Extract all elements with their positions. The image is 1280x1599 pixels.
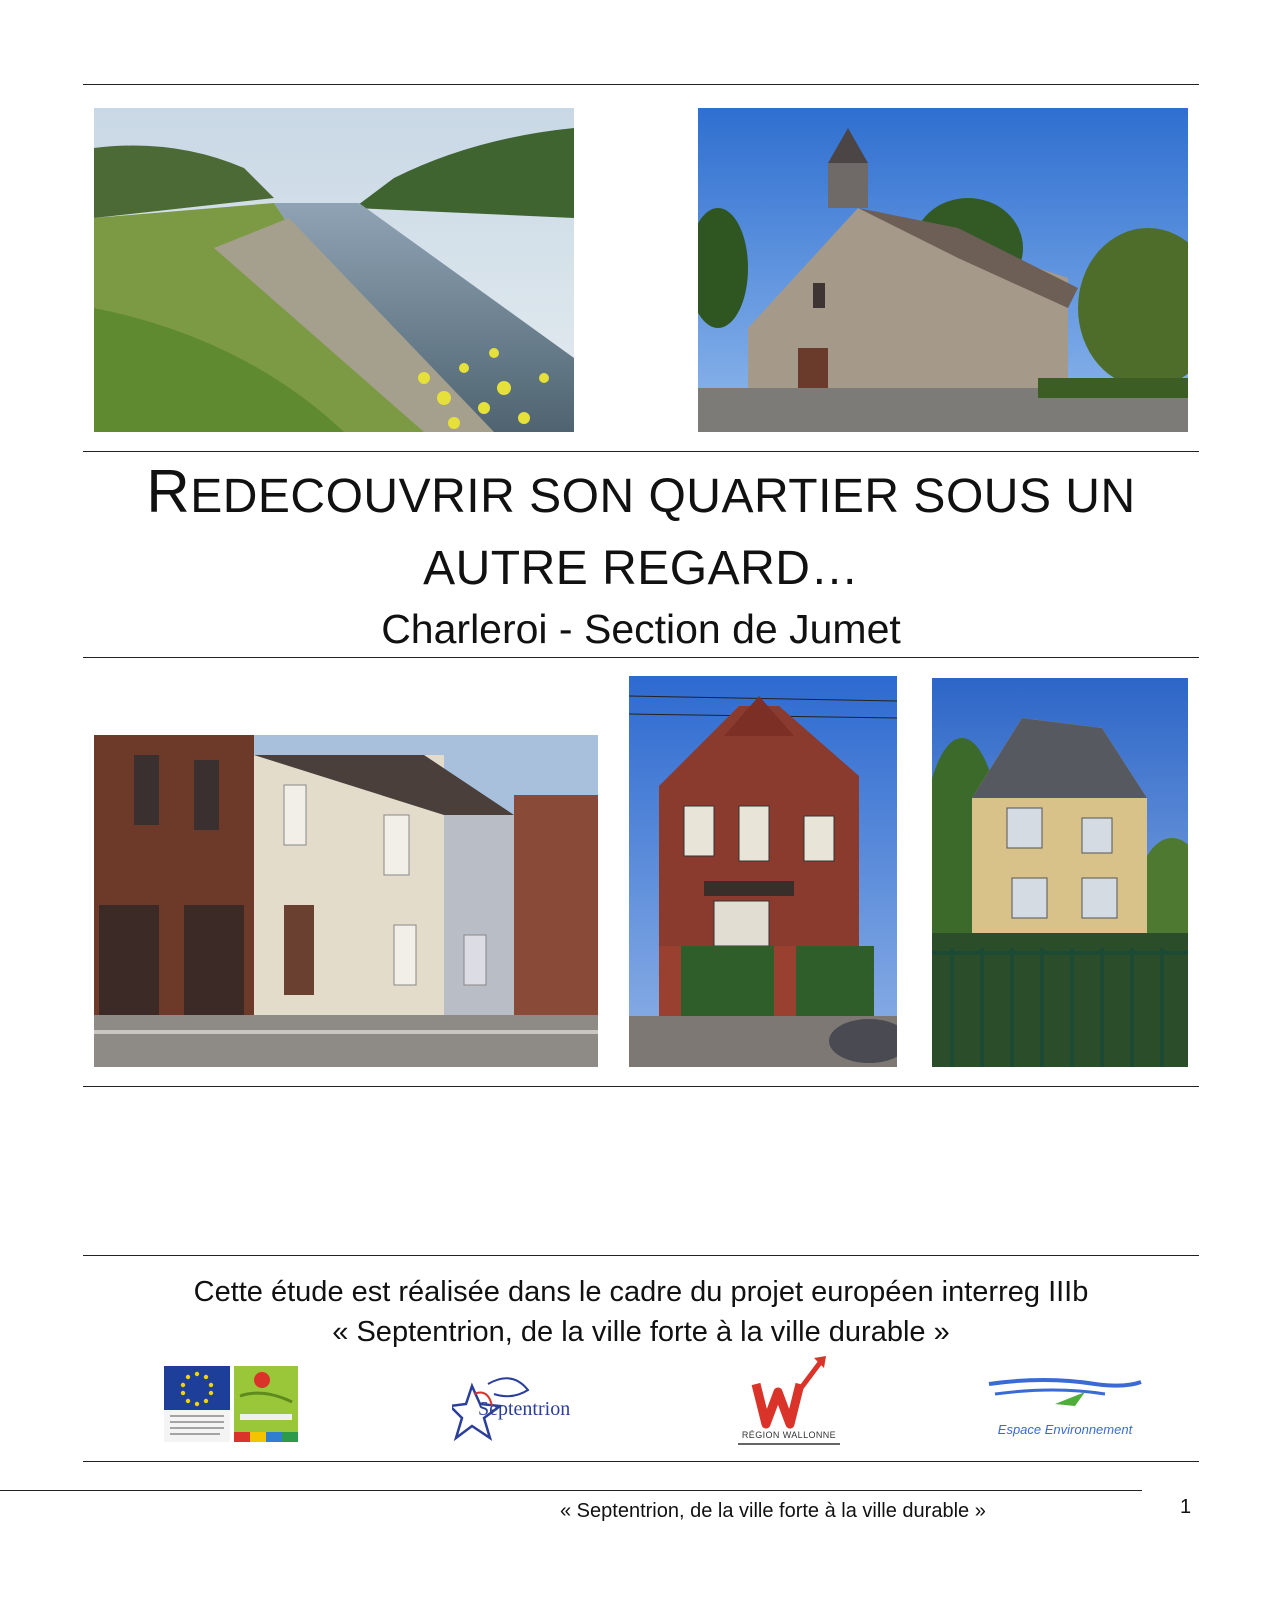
- region-wallonne-logo-text: RÉGION WALLONNE: [741, 1430, 837, 1440]
- title-line-1: REDECOUVRIR SON QUARTIER SOUS UN: [146, 458, 1136, 525]
- row-houses-photo: [94, 735, 598, 1067]
- credit-line-2: « Septentrion, de la ville forte à la ville durable »: [332, 1316, 950, 1348]
- brick-villa-photo: [629, 676, 897, 1067]
- footer-text: « Septentrion, de la ville forte à la ville durable »: [560, 1500, 986, 1522]
- espace-environnement-logo: [985, 1374, 1145, 1446]
- credit-top-rule: [83, 1255, 1199, 1256]
- project-credit: [83, 1272, 1199, 1352]
- septentrion-logo-text: Septentrion: [478, 1398, 571, 1420]
- canal-photo: [94, 108, 574, 432]
- eu-logo: [164, 1366, 230, 1442]
- page-title: [83, 456, 1199, 605]
- photos-bottom-rule: [83, 1086, 1199, 1087]
- church-photo: [698, 108, 1188, 432]
- footer-rule: [0, 1490, 1142, 1491]
- page-number: 1: [1180, 1496, 1192, 1518]
- yellow-villa-photo: [932, 678, 1188, 1067]
- logos-bottom-rule: [83, 1461, 1199, 1462]
- espace-environnement-logo-text: Espace Environnement: [997, 1422, 1133, 1437]
- top-rule: [83, 84, 1199, 85]
- region-wallonne-logo: [734, 1354, 844, 1450]
- title-line-2: AUTRE REGARD…: [423, 542, 859, 595]
- interreg-logo: [234, 1366, 298, 1442]
- septentrion-logo: [452, 1366, 582, 1446]
- credit-line-1: Cette étude est réalisée dans le cadre du projet européen interreg IIIb: [193, 1276, 1089, 1308]
- title-top-rule: [83, 451, 1199, 452]
- subtitle-bottom-rule: [83, 657, 1199, 658]
- subtitle: Charleroi - Section de Jumet: [381, 606, 901, 652]
